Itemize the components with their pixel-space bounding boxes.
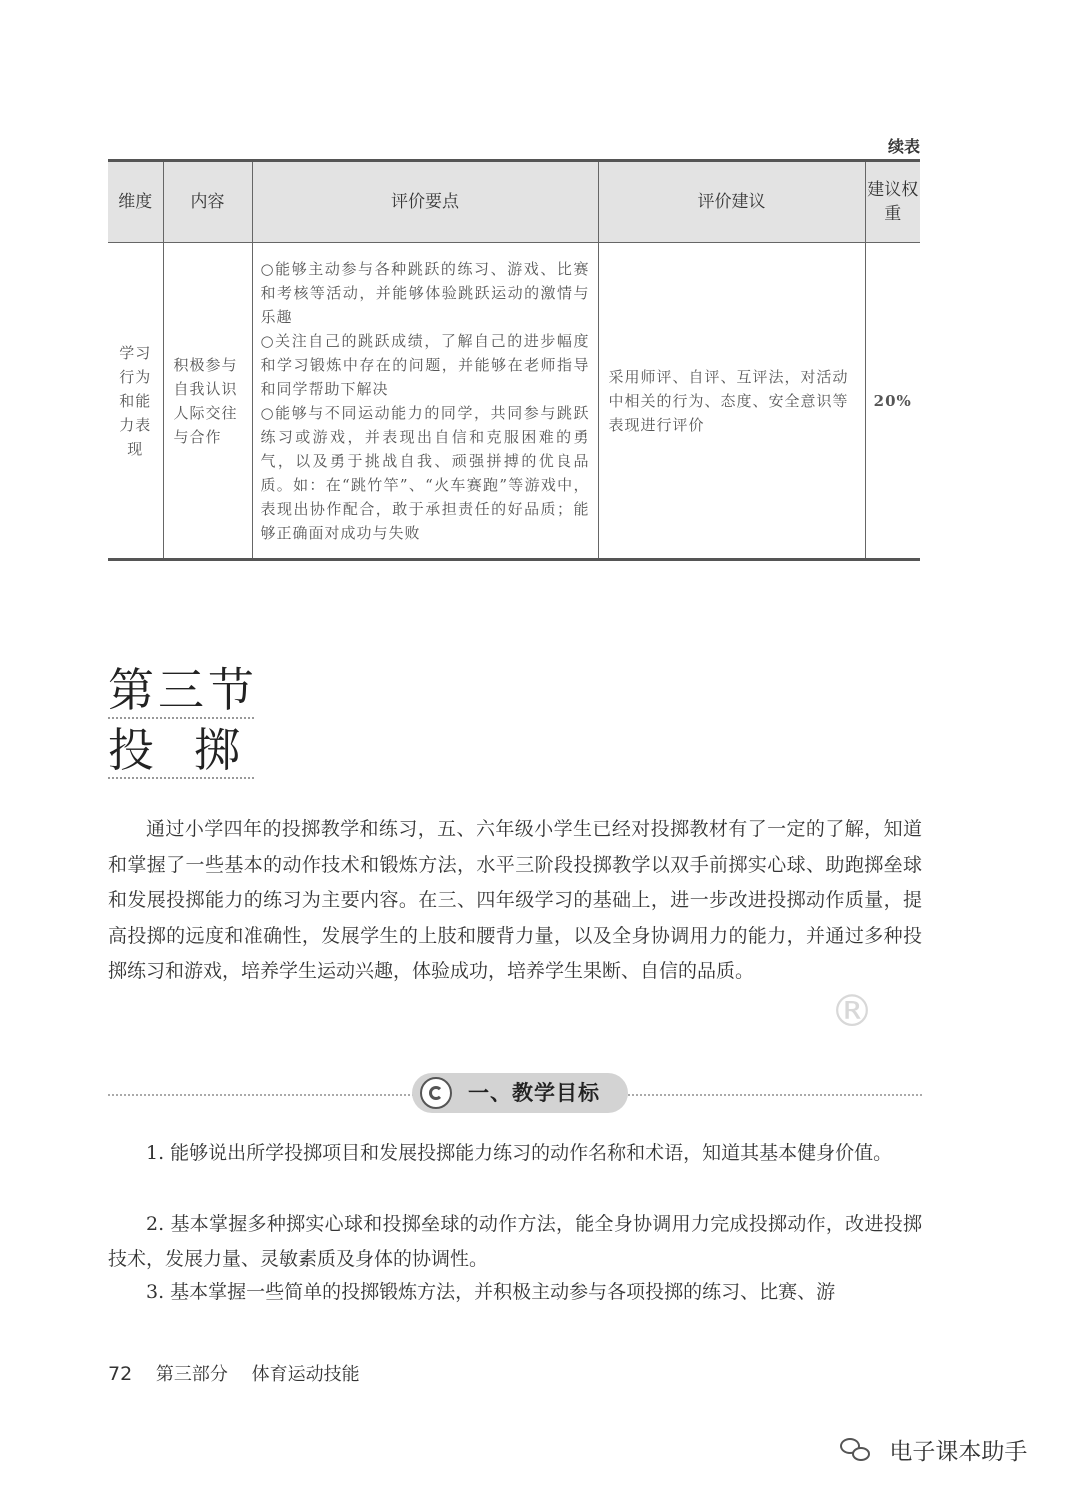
objective-item: 3. 基本掌握一些简单的投掷锻炼方法，并积极主动参与各项投掷的练习、比赛、游: [146, 1281, 836, 1303]
evaluation-table: [108, 159, 920, 561]
footer-part: 第三部分: [155, 1364, 228, 1385]
title-divider: [108, 717, 254, 719]
cell-dimension: 学习行为和能力表现: [108, 243, 163, 560]
cell-weight: 20%: [865, 243, 920, 560]
cell-suggestion: 采用师评、自评、互评法，对活动中相关的行为、态度、安全意识等表现进行评价: [598, 243, 865, 560]
footer-part-title: 体育运动技能: [251, 1364, 360, 1385]
watermark-registered-mark: ®: [830, 986, 874, 1037]
key-point: ○能够主动参与各种跳跃的练习、游戏、比赛和考核等活动，并能够体验跳跃运动的激情与乐趣: [260, 259, 590, 326]
section-title: 投掷: [108, 723, 280, 777]
continued-table-label: 续表: [887, 137, 920, 156]
wechat-account-name: 电子课本助手: [889, 1439, 1028, 1465]
objective-item: 2. 基本掌握多种掷实心球和投掷垒球的动作方法，能全身协调用力完成投掷动作，改进投掷技术，发展力量、灵敏素质及身体的协调性。: [108, 1213, 922, 1270]
header-suggestion: 评价建议: [598, 161, 865, 243]
title-divider: [108, 777, 254, 779]
header-content: 内容: [163, 161, 252, 243]
wechat-account-watermark: [840, 1432, 1027, 1472]
header-weight: 建议权重: [865, 161, 920, 243]
key-point: ○关注自己的跳跃成绩，了解自己的进步幅度和学习锻炼中存在的问题，并能够在老师指导和同学帮助下解决: [260, 331, 590, 398]
cell-content: 积极参与自我认识人际交往与合作: [163, 243, 252, 560]
page-footer: [108, 1360, 360, 1389]
cell-key-points: [252, 243, 598, 560]
table-row: [108, 243, 920, 560]
key-point: ○能够与不同运动能力的同学，共同参与跳跃练习或游戏，并表现出自信和克服困难的勇气，以及勇于挑战自我、顽强拼搏的优良品质。如：在“跳竹竿”、“火车赛跑”等游戏中，表现出协作配合，敢于承担责任的好品质；能够正确面对成功与失败: [260, 403, 590, 542]
wechat-icon: [840, 1438, 872, 1464]
intro-paragraph: 通过小学四年的投掷教学和练习，五、六年级小学生已经对投掷教材有了一定的了解，知道和掌握了一些基本的动作技术和锻炼方法，水平三阶段投掷教学以双手前掷实心球、助跑掷垒球和发展投掷能力的练习为主要内容。在三、四年级学习的基础上，进一步改进投掷动作质量，提高投掷的远度和准确性，发展学生的上肢和腰背力量，以及全身协调用力的能力，并通过多种投掷练习和游戏，培养学生运动兴趣，体验成功，培养学生果断、自信的品质。: [108, 818, 922, 982]
section-number: 第三节: [108, 663, 258, 717]
objectives-heading: 一、教学目标: [468, 1081, 600, 1105]
objectives-heading-badge: [412, 1073, 628, 1113]
table-header-row: [108, 161, 920, 243]
circle-swirl-icon: [420, 1077, 452, 1109]
objective-item: 1. 能够说出所学投掷项目和发展投掷能力练习的动作名称和术语，知道其基本健身价值。: [146, 1142, 893, 1164]
page-number: 72: [108, 1363, 133, 1385]
header-dimension: 维度: [108, 161, 163, 243]
header-key-points: 评价要点: [252, 161, 598, 243]
